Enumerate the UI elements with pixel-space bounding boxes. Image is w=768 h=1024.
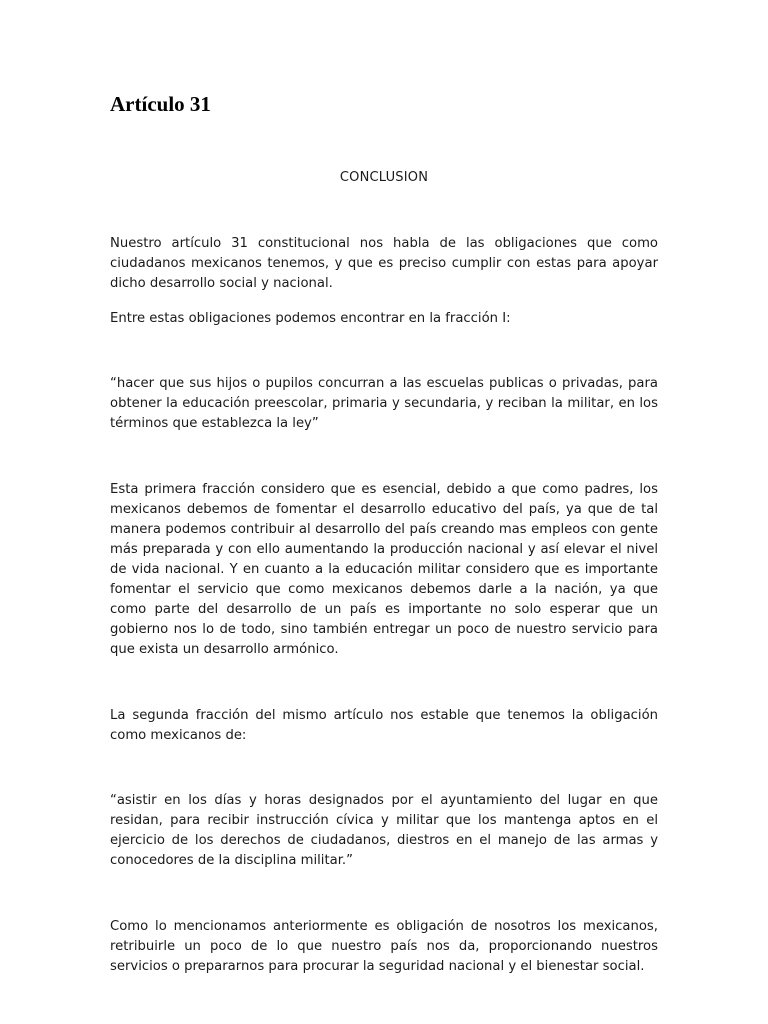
page-title: Artículo 31: [110, 92, 211, 116]
paragraph: Como lo mencionamos anteriormente es obligación de nosotros los mexicanos, retribuirle un poco de lo que nuestro país nos da, proporcionando nuestros servicios o prepararnos para procurar la seguridad nacional y el bienestar social.: [110, 919, 658, 974]
paragraph: Entre estas obligaciones podemos encontrar en la fracción I:: [110, 311, 511, 326]
quote-paragraph: “hacer que sus hijos o pupilos concurran a las escuelas publicas o privadas, para obtener la educación preescolar, primaria y secundaria, y reciban la militar, en los términos que establezca la ley”: [110, 376, 658, 431]
paragraph: Esta primera fracción considero que es esencial, debido a que como padres, los mexicanos debemos de fomentar el desarrollo educativo del país, ya que de tal manera podemos contribuir al desarrollo del país creando mas empleos con gente más preparada y con ello aumentando la producción nacional y así elevar el nivel de vida nacional. Y en cuanto a la educación militar considero que es importante fomentar el servicio que como mexicanos debemos darle a la nación, ya que como parte del desarrollo de un país es importante no solo esperar que un gobierno nos lo de todo, sino también entregar un poco de nuestro servicio para que exista un desarrollo armónico.: [110, 482, 658, 657]
section-heading: CONCLUSION: [339, 170, 429, 185]
quote-paragraph: “asistir en los días y horas designados por el ayuntamiento del lugar en que residan, para recibir instrucción cívica y militar que los mantenga aptos en el ejercicio de los derechos de ciudadanos, diestros en el manejo de las armas y conocedores de la disciplina militar.”: [110, 793, 658, 868]
paragraph: Nuestro artículo 31 constitucional nos habla de las obligaciones que como ciudadanos mexicanos tenemos, y que es preciso cumplir con estas para apoyar dicho desarrollo social y nacional.: [110, 236, 658, 291]
paragraph: La segunda fracción del mismo artículo nos estable que tenemos la obligación como mexicanos de:: [110, 708, 658, 743]
